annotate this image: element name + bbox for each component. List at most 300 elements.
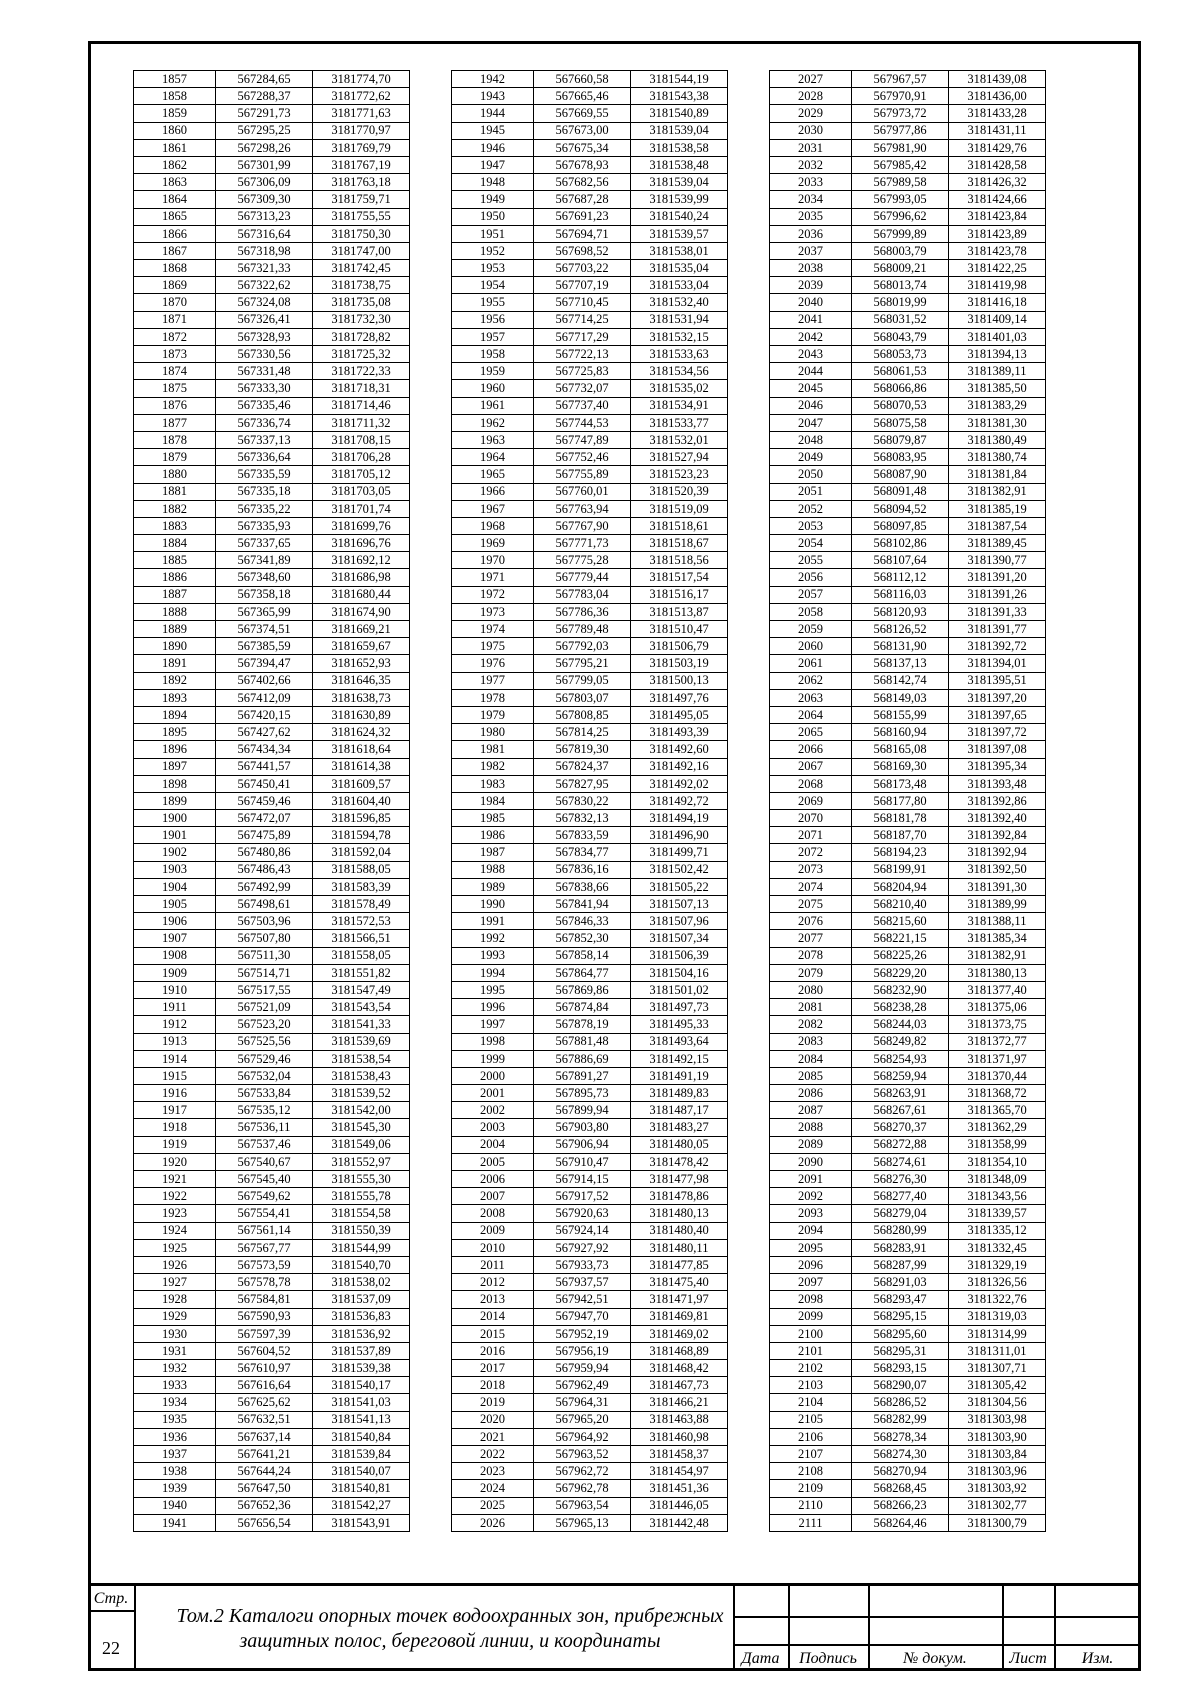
table-row: [134, 1480, 410, 1497]
table-row: [452, 1497, 728, 1514]
coord-y: 3181339,57: [949, 1205, 1046, 1222]
table-row: [452, 1171, 728, 1188]
table-row: [770, 105, 1046, 122]
table-row: [770, 1291, 1046, 1308]
coord-y: 3181535,02: [631, 380, 728, 397]
coord-x: 567967,57: [852, 71, 949, 88]
point-number: 2016: [452, 1342, 534, 1359]
point-number: 2038: [770, 260, 852, 277]
coord-y: 3181492,60: [631, 741, 728, 758]
coord-x: 567981,90: [852, 139, 949, 156]
table-row: [770, 242, 1046, 259]
coord-x: 568177,80: [852, 792, 949, 809]
table-row: [770, 1188, 1046, 1205]
coord-x: 567732,07: [534, 380, 631, 397]
point-number: 2018: [452, 1377, 534, 1394]
table-row: [452, 1033, 728, 1050]
point-number: 2041: [770, 311, 852, 328]
table-row: [770, 1153, 1046, 1170]
coord-y: 3181533,63: [631, 346, 728, 363]
coordinate-catalog: [133, 70, 1073, 1548]
coord-x: 567532,04: [216, 1067, 313, 1084]
point-number: 1988: [452, 861, 534, 878]
coord-x: 567722,13: [534, 346, 631, 363]
point-number: 2104: [770, 1394, 852, 1411]
point-number: 1869: [134, 277, 216, 294]
coord-x: 567698,52: [534, 242, 631, 259]
coord-x: 567999,89: [852, 225, 949, 242]
coord-x: 567864,77: [534, 964, 631, 981]
coord-y: 3181322,76: [949, 1291, 1046, 1308]
coord-x: 567682,56: [534, 174, 631, 191]
coord-y: 3181373,75: [949, 1016, 1046, 1033]
coord-y: 3181392,94: [949, 844, 1046, 861]
coord-x: 568295,60: [852, 1325, 949, 1342]
coord-x: 567783,04: [534, 586, 631, 603]
table-row: [770, 1325, 1046, 1342]
coord-x: 567886,69: [534, 1050, 631, 1067]
table-row: [770, 1274, 1046, 1291]
point-number: 2106: [770, 1428, 852, 1445]
point-number: 2103: [770, 1377, 852, 1394]
table-row: [770, 1377, 1046, 1394]
point-number: 2092: [770, 1188, 852, 1205]
coord-y: 3181769,79: [313, 139, 410, 156]
coord-x: 567641,21: [216, 1446, 313, 1463]
coord-x: 567691,23: [534, 208, 631, 225]
table-row: [134, 1394, 410, 1411]
point-number: 1920: [134, 1153, 216, 1170]
coord-x: 567450,41: [216, 775, 313, 792]
coord-x: 568274,61: [852, 1153, 949, 1170]
coord-x: 568221,15: [852, 930, 949, 947]
coord-y: 3181493,39: [631, 724, 728, 741]
coord-y: 3181507,96: [631, 913, 728, 930]
table-row: [452, 517, 728, 534]
coord-y: 3181371,97: [949, 1050, 1046, 1067]
coord-x: 567492,99: [216, 878, 313, 895]
table-row: [770, 655, 1046, 672]
coord-y: 3181433,28: [949, 105, 1046, 122]
point-number: 1863: [134, 174, 216, 191]
coord-x: 567625,62: [216, 1394, 313, 1411]
coord-y: 3181389,45: [949, 535, 1046, 552]
coord-y: 3181538,01: [631, 242, 728, 259]
point-number: 1980: [452, 724, 534, 741]
coord-y: 3181742,45: [313, 260, 410, 277]
table-row: [770, 71, 1046, 88]
table-row: [134, 775, 410, 792]
point-number: 2067: [770, 758, 852, 775]
point-number: 1998: [452, 1033, 534, 1050]
point-number: 2033: [770, 174, 852, 191]
title-line-2: защитных полос, береговой линии, и координаты: [239, 1630, 661, 1652]
coord-y: 3181696,76: [313, 535, 410, 552]
table-row: [452, 999, 728, 1016]
table-row: [134, 586, 410, 603]
coord-x: 567567,77: [216, 1239, 313, 1256]
point-number: 1938: [134, 1463, 216, 1480]
coord-y: 3181307,71: [949, 1360, 1046, 1377]
table-row: [770, 1256, 1046, 1273]
coord-x: 567337,13: [216, 431, 313, 448]
table-row: [770, 414, 1046, 431]
point-number: 2032: [770, 156, 852, 173]
point-number: 2027: [770, 71, 852, 88]
point-number: 2044: [770, 363, 852, 380]
table-row: [452, 827, 728, 844]
point-number: 2070: [770, 810, 852, 827]
table-row: [134, 466, 410, 483]
table-row: [452, 603, 728, 620]
coord-x: 567578,78: [216, 1274, 313, 1291]
coord-x: 568210,40: [852, 896, 949, 913]
coord-x: 567341,89: [216, 552, 313, 569]
table-row: [770, 483, 1046, 500]
point-number: 2090: [770, 1153, 852, 1170]
point-number: 1924: [134, 1222, 216, 1239]
point-number: 1967: [452, 500, 534, 517]
point-number: 1969: [452, 535, 534, 552]
coord-x: 567965,13: [534, 1514, 631, 1531]
coord-x: 567838,66: [534, 878, 631, 895]
coord-x: 567637,14: [216, 1428, 313, 1445]
coord-y: 3181534,91: [631, 397, 728, 414]
point-number: 1947: [452, 156, 534, 173]
coord-x: 567402,66: [216, 672, 313, 689]
coord-y: 3181735,08: [313, 294, 410, 311]
table-row: [452, 792, 728, 809]
coord-x: 567963,54: [534, 1497, 631, 1514]
coord-y: 3181520,39: [631, 483, 728, 500]
coord-x: 568155,99: [852, 706, 949, 723]
table-row: [134, 569, 410, 586]
coord-x: 568181,78: [852, 810, 949, 827]
point-number: 1862: [134, 156, 216, 173]
coord-y: 3181397,72: [949, 724, 1046, 741]
coord-x: 567632,51: [216, 1411, 313, 1428]
coord-x: 567318,98: [216, 242, 313, 259]
point-number: 1927: [134, 1274, 216, 1291]
coord-y: 3181538,58: [631, 139, 728, 156]
point-number: 1995: [452, 981, 534, 998]
point-number: 1940: [134, 1497, 216, 1514]
table-row: [134, 500, 410, 517]
table-row: [134, 1446, 410, 1463]
coord-y: 3181426,32: [949, 174, 1046, 191]
table-row: [770, 827, 1046, 844]
point-number: 1865: [134, 208, 216, 225]
coord-y: 3181305,42: [949, 1377, 1046, 1394]
coord-x: 568003,79: [852, 242, 949, 259]
coord-y: 3181517,54: [631, 569, 728, 586]
point-number: 1992: [452, 930, 534, 947]
table-row: [134, 947, 410, 964]
table-row: [770, 1497, 1046, 1514]
coord-x: 568199,91: [852, 861, 949, 878]
coord-y: 3181699,76: [313, 517, 410, 534]
coord-y: 3181388,11: [949, 913, 1046, 930]
point-number: 2039: [770, 277, 852, 294]
point-number: 1961: [452, 397, 534, 414]
coord-x: 568254,93: [852, 1050, 949, 1067]
coord-x: 567284,65: [216, 71, 313, 88]
coord-y: 3181496,90: [631, 827, 728, 844]
point-number: 2007: [452, 1188, 534, 1205]
coord-x: 567536,11: [216, 1119, 313, 1136]
coord-y: 3181468,42: [631, 1360, 728, 1377]
point-number: 2031: [770, 139, 852, 156]
point-number: 1981: [452, 741, 534, 758]
table-row: [452, 1394, 728, 1411]
point-number: 1891: [134, 655, 216, 672]
coord-x: 568244,03: [852, 1016, 949, 1033]
coord-y: 3181624,32: [313, 724, 410, 741]
table-row: [134, 483, 410, 500]
point-number: 1994: [452, 964, 534, 981]
point-number: 1871: [134, 311, 216, 328]
coord-y: 3181674,90: [313, 603, 410, 620]
point-number: 1991: [452, 913, 534, 930]
coord-y: 3181391,77: [949, 621, 1046, 638]
coord-x: 567874,84: [534, 999, 631, 1016]
table-row: [134, 449, 410, 466]
point-number: 2008: [452, 1205, 534, 1222]
point-number: 2110: [770, 1497, 852, 1514]
table-row: [134, 174, 410, 191]
coord-y: 3181394,13: [949, 346, 1046, 363]
divider: [733, 1616, 1141, 1618]
table-row: [770, 517, 1046, 534]
coord-y: 3181531,94: [631, 311, 728, 328]
coord-x: 567616,64: [216, 1377, 313, 1394]
coord-y: 3181523,23: [631, 466, 728, 483]
table-row: [452, 844, 728, 861]
coord-x: 568282,99: [852, 1411, 949, 1428]
coord-x: 567644,24: [216, 1463, 313, 1480]
coord-y: 3181659,67: [313, 638, 410, 655]
coord-y: 3181604,40: [313, 792, 410, 809]
coord-x: 568215,60: [852, 913, 949, 930]
coord-y: 3181454,97: [631, 1463, 728, 1480]
coord-y: 3181401,03: [949, 328, 1046, 345]
coord-x: 568031,52: [852, 311, 949, 328]
coord-x: 567678,93: [534, 156, 631, 173]
coord-y: 3181385,19: [949, 500, 1046, 517]
coord-x: 567291,73: [216, 105, 313, 122]
coord-y: 3181382,91: [949, 483, 1046, 500]
coord-y: 3181767,19: [313, 156, 410, 173]
coord-x: 568013,74: [852, 277, 949, 294]
table-row: [134, 999, 410, 1016]
coord-x: 567965,20: [534, 1411, 631, 1428]
coord-y: 3181480,05: [631, 1136, 728, 1153]
coord-y: 3181489,83: [631, 1085, 728, 1102]
point-number: 1864: [134, 191, 216, 208]
point-number: 1900: [134, 810, 216, 827]
coord-y: 3181555,78: [313, 1188, 410, 1205]
coord-x: 568066,86: [852, 380, 949, 397]
coord-y: 3181394,01: [949, 655, 1046, 672]
table-row: [770, 1136, 1046, 1153]
point-number: 1983: [452, 775, 534, 792]
coord-x: 567846,33: [534, 913, 631, 930]
coord-x: 567903,80: [534, 1119, 631, 1136]
coord-x: 568043,79: [852, 328, 949, 345]
table-row: [452, 260, 728, 277]
point-number: 2042: [770, 328, 852, 345]
coord-x: 567298,26: [216, 139, 313, 156]
point-number: 2083: [770, 1033, 852, 1050]
point-number: 1902: [134, 844, 216, 861]
point-number: 2080: [770, 981, 852, 998]
table-row: [452, 930, 728, 947]
table-row: [134, 741, 410, 758]
coord-x: 568276,30: [852, 1171, 949, 1188]
point-number: 2084: [770, 1050, 852, 1067]
coord-x: 567824,37: [534, 758, 631, 775]
coord-y: 3181652,93: [313, 655, 410, 672]
coord-x: 567985,42: [852, 156, 949, 173]
coord-x: 567472,07: [216, 810, 313, 827]
coord-y: 3181537,09: [313, 1291, 410, 1308]
table-row: [134, 861, 410, 878]
coord-x: 567964,92: [534, 1428, 631, 1445]
table-row: [770, 792, 1046, 809]
coord-y: 3181469,81: [631, 1308, 728, 1325]
table-row: [134, 1463, 410, 1480]
coord-x: 567795,21: [534, 655, 631, 672]
coord-x: 567808,85: [534, 706, 631, 723]
table-row: [770, 346, 1046, 363]
point-number: 1989: [452, 878, 534, 895]
coord-y: 3181552,97: [313, 1153, 410, 1170]
point-number: 1948: [452, 174, 534, 191]
table-row: [134, 397, 410, 414]
table-row: [770, 1342, 1046, 1359]
point-number: 1910: [134, 981, 216, 998]
table-row: [134, 328, 410, 345]
table-row: [452, 1188, 728, 1205]
table-row: [134, 122, 410, 139]
table-row: [134, 71, 410, 88]
coord-y: 3181542,27: [313, 1497, 410, 1514]
table-row: [452, 1153, 728, 1170]
coord-x: 567610,97: [216, 1360, 313, 1377]
coord-y: 3181358,99: [949, 1136, 1046, 1153]
coord-x: 568249,82: [852, 1033, 949, 1050]
coord-y: 3181397,08: [949, 741, 1046, 758]
table-row: [134, 1153, 410, 1170]
point-number: 1952: [452, 242, 534, 259]
coord-x: 568290,07: [852, 1377, 949, 1394]
coord-x: 567737,40: [534, 397, 631, 414]
point-number: 1884: [134, 535, 216, 552]
point-number: 1894: [134, 706, 216, 723]
coord-x: 567385,59: [216, 638, 313, 655]
coord-y: 3181618,64: [313, 741, 410, 758]
point-number: 2010: [452, 1239, 534, 1256]
coord-y: 3181630,89: [313, 706, 410, 723]
coord-x: 567962,72: [534, 1463, 631, 1480]
coord-y: 3181377,40: [949, 981, 1046, 998]
coord-x: 567803,07: [534, 689, 631, 706]
coord-x: 568087,90: [852, 466, 949, 483]
coord-x: 568204,94: [852, 878, 949, 895]
coord-y: 3181507,34: [631, 930, 728, 947]
coord-x: 568270,37: [852, 1119, 949, 1136]
coord-x: 568286,52: [852, 1394, 949, 1411]
table-row: [452, 1205, 728, 1222]
coord-x: 567836,16: [534, 861, 631, 878]
coord-x: 567687,28: [534, 191, 631, 208]
table-row: [452, 191, 728, 208]
table-row: [452, 311, 728, 328]
coord-x: 567535,12: [216, 1102, 313, 1119]
point-number: 2022: [452, 1446, 534, 1463]
point-number: 2050: [770, 466, 852, 483]
coord-y: 3181370,44: [949, 1067, 1046, 1084]
coord-y: 3181609,57: [313, 775, 410, 792]
coord-x: 567374,51: [216, 621, 313, 638]
table-row: [134, 311, 410, 328]
divider: [733, 1644, 1141, 1646]
point-number: 1936: [134, 1428, 216, 1445]
table-row: [134, 724, 410, 741]
coord-x: 567335,18: [216, 483, 313, 500]
table-row: [134, 1256, 410, 1273]
coord-y: 3181409,14: [949, 311, 1046, 328]
coord-y: 3181504,16: [631, 964, 728, 981]
coord-x: 567441,57: [216, 758, 313, 775]
point-number: 2064: [770, 706, 852, 723]
coord-y: 3181392,40: [949, 810, 1046, 827]
point-number: 2020: [452, 1411, 534, 1428]
point-number: 2058: [770, 603, 852, 620]
coord-x: 568295,15: [852, 1308, 949, 1325]
point-number: 1913: [134, 1033, 216, 1050]
table-row: [770, 810, 1046, 827]
coord-x: 567503,96: [216, 913, 313, 930]
table-row: [452, 1222, 728, 1239]
table-row: [770, 277, 1046, 294]
coord-y: 3181538,43: [313, 1067, 410, 1084]
point-number: 1857: [134, 71, 216, 88]
point-number: 2071: [770, 827, 852, 844]
table-row: [134, 638, 410, 655]
coord-x: 567335,46: [216, 397, 313, 414]
table-row: [134, 964, 410, 981]
coord-y: 3181747,00: [313, 242, 410, 259]
coord-y: 3181540,70: [313, 1256, 410, 1273]
table-row: [452, 758, 728, 775]
coord-y: 3181772,62: [313, 88, 410, 105]
point-number: 2023: [452, 1463, 534, 1480]
coord-y: 3181389,11: [949, 363, 1046, 380]
coord-y: 3181541,33: [313, 1016, 410, 1033]
table-row: [452, 1514, 728, 1531]
coord-x: 567597,39: [216, 1325, 313, 1342]
table-row: [452, 1119, 728, 1136]
point-number: 1867: [134, 242, 216, 259]
table-row: [452, 1085, 728, 1102]
coord-x: 567336,64: [216, 449, 313, 466]
coord-x: 567937,57: [534, 1274, 631, 1291]
coord-y: 3181686,98: [313, 569, 410, 586]
coord-y: 3181319,03: [949, 1308, 1046, 1325]
coord-y: 3181547,49: [313, 981, 410, 998]
coord-y: 3181541,03: [313, 1394, 410, 1411]
